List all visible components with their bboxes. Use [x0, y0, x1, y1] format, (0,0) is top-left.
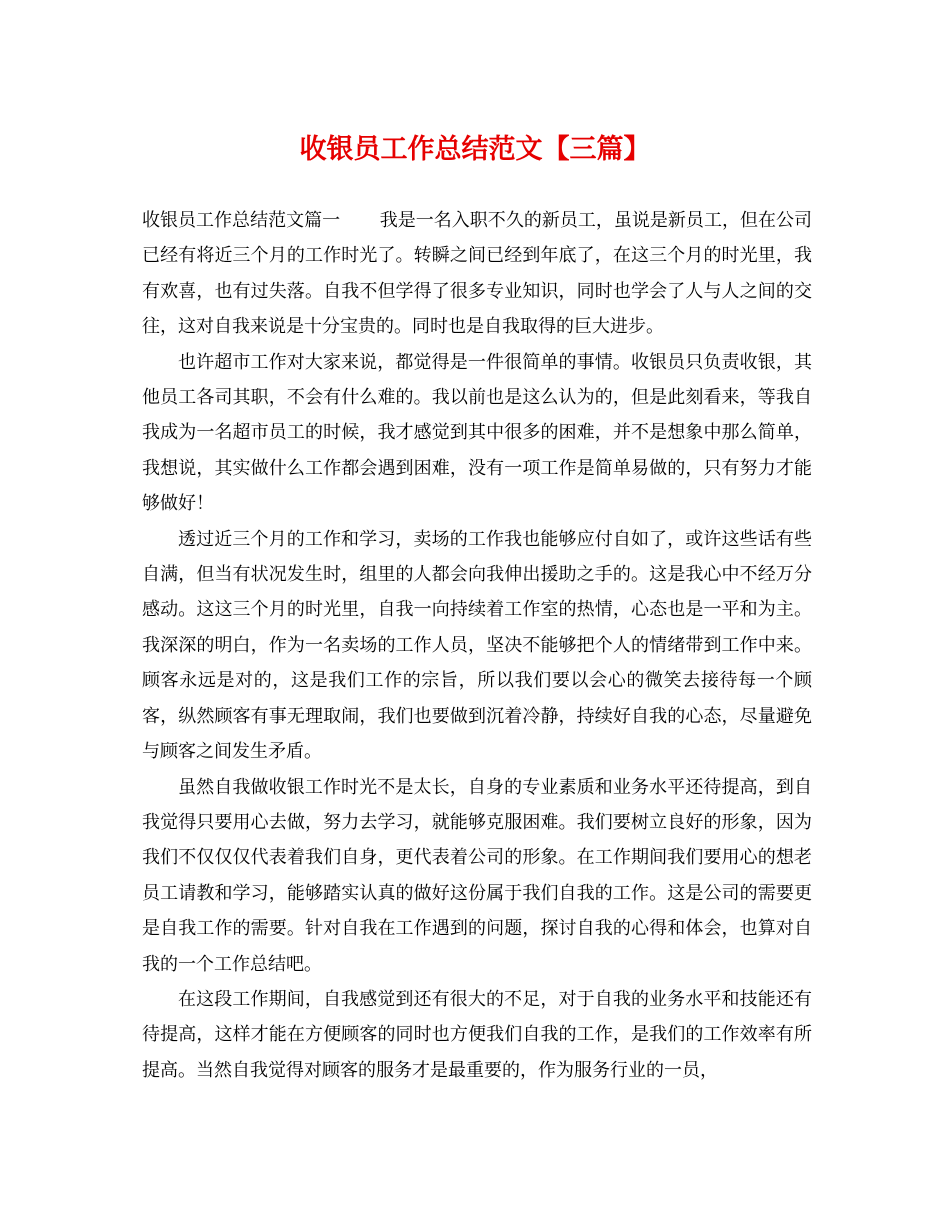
- document-body: [142, 203, 812, 1088]
- document-title: 收银员工作总结范文【三篇】: [299, 134, 651, 165]
- paragraph-1: [142, 203, 812, 345]
- section-label: 收银员工作总结范文篇一: [142, 210, 341, 231]
- paragraph-3: 透过近三个月的工作和学习，卖场的工作我也能够应付自如了，或许这些话有些自满，但当有状况发生时，组里的人都会向我伸出援助之手的。这是我心中不经万分感动。这这三个月的时光里，自我一向持续着工作室的热情，心态也是一平和为主。我深深的明白，作为一名卖场的工作人员，坚决不能够把个人的情绪带到工作中来。顾客永远是对的，这是我们工作的宗旨，所以我们要以会心的微笑去接待每一个顾客，纵然顾客有事无理取闹，我们也要做到沉着冷静，持续好自我的心态，尽量避免与顾客之间发生矛盾。: [142, 528, 812, 763]
- paragraph-2: 也许超市工作对大家来说，都觉得是一件很简单的事情。收银员只负责收银，其他员工各司其职，不会有什么难的。我以前也是这么认为的，但是此刻看来，等我自我成为一名超市员工的时候，我才感觉到其中很多的困难，并不是想象中那么简单，我想说，其实做什么工作都会遇到困难，没有一项工作是简单易做的，只有努力才能够做好！: [142, 351, 812, 515]
- paragraph-1-text: 我是一名入职不久的新员工，虽说是新员工，但在公司已经有将近三个月的工作时光了。转瞬之间已经到年底了，在这三个月的时光里，我有欢喜，也有过失落。自我不但学得了很多专业知识，同时也学会了人与人之间的交往，这对自我来说是十分宝贵的。同时也是自我取得的巨大进步。: [142, 210, 813, 338]
- paragraph-4: 虽然自我做收银工作时光不是太长，自身的专业素质和业务水平还待提高，到自我觉得只要用心去做，努力去学习，就能够克服困难。我们要树立良好的形象，因为我们不仅仅仅代表着我们自身，更代表着公司的形象。在工作期间我们要用心的想老员工请教和学习，能够踏实认真的做好这份属于我们自我的工作。这是公司的需要更是自我工作的需要。针对自我在工作遇到的问题，探讨自我的心得和体会，也算对自我的一个工作总结吧。: [142, 776, 812, 975]
- paragraph-5: 在这段工作期间，自我感觉到还有很大的不足，对于自我的业务水平和技能还有待提高，这样才能在方便顾客的同时也方便我们自我的工作，是我们的工作效率有所提高。当然自我觉得对顾客的服务才是最重要的，作为服务行业的一员，: [142, 988, 812, 1081]
